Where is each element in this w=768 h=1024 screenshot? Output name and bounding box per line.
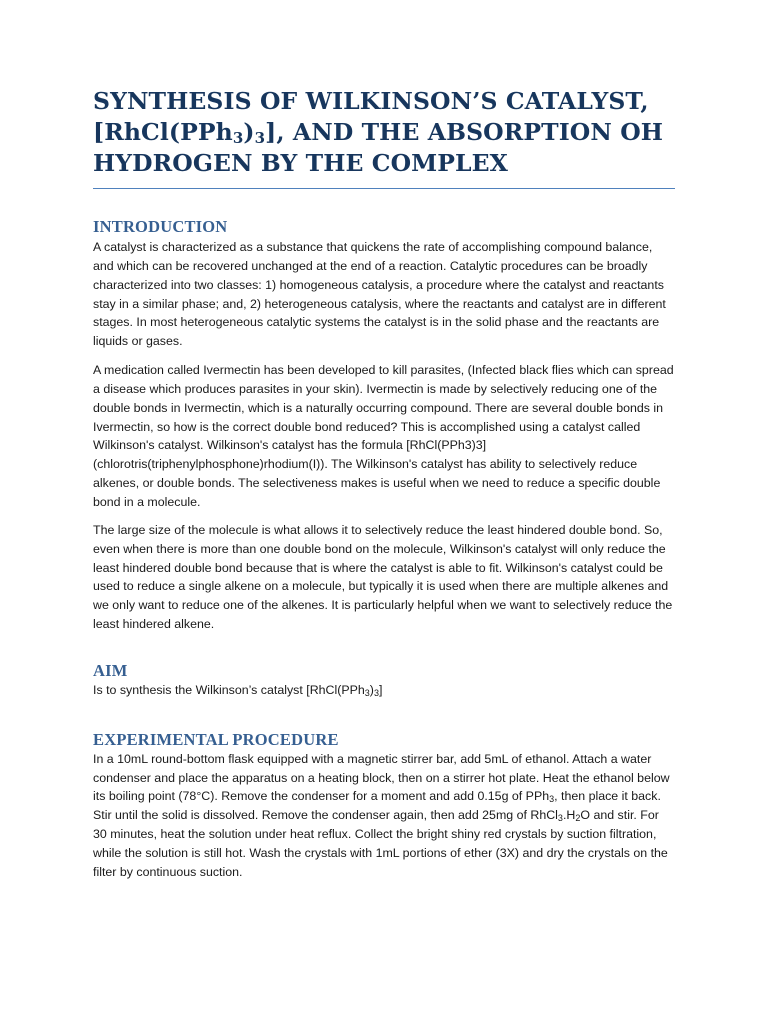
title-line-3: HYDROGEN BY THE COMPLEX: [93, 149, 509, 177]
title-line-2-mid: ): [243, 118, 255, 146]
title-line-1: SYNTHESIS OF WILKINSON’S CATALYST,: [93, 87, 649, 115]
aim-text: ): [369, 682, 374, 697]
procedure-subscript: 2: [575, 813, 581, 824]
procedure-text: , then place it back. Stir until the solid is dissolved. Remove the condenser again, then add 25mg of RhCl: [93, 789, 661, 823]
introduction-paragraph-2: A medication called Ivermectin has been developed to kill parasites, (Infected black flies which can spread a disease which produces parasites in your skin). Ivermectin is made by selectively reducing one of the double bonds in Ivermectin, which is a naturally occurring compound. There are several double bonds in Ivermectin, so how is the correct double bond reduced? This is accomplished using a catalyst called Wilkinson's catalyst. Wilkinson's catalyst has the formula [RhCl(PPh3)3] (chlorotris(triphenylphosphone)rhodium(I)). The Wilkinson's catalyst has ability to selectively reduce alkenes, or double bonds. The selectiveness makes is useful when we need to reduce a specific double bond in a molecule.: [93, 363, 674, 509]
aim-paragraph: [93, 681, 676, 700]
introduction-paragraph-3: The large size of the molecule is what allows it to selectively reduce the least hindered double bond. So, even when there is more than one double bond on the molecule, Wilkinson's catalyst will only reduce the least hindered double bond because that is where the catalyst is able to fit. Wilkinson's catalyst could be used to reduce a single alkene on a molecule, but typically it is used when there are multiple alkenes and we only want to reduce one of the alkenes. It is particularly helpful when we want to selectively reduce the least hindered alkene.: [93, 522, 673, 632]
experimental-procedure-heading: EXPERIMENTAL PROCEDURE: [93, 729, 339, 749]
procedure-text: O and stir. For 30 minutes, heat the solution under heat reflux. Collect the bright shiny red crystals by suction filtration, while the solution is still hot. Wash the crystals with 1mL portions of ether (3X) and dry the crystals on the filter by continuous suction.: [93, 808, 668, 879]
aim-subscript: 3: [364, 687, 370, 698]
procedure-subscript: 3: [549, 794, 555, 805]
procedure-subscript: 3: [557, 813, 563, 824]
title-line-2-post: ], AND THE ABSORPTION OH: [265, 118, 664, 146]
procedure-text: In a 10mL round-bottom flask equipped with a magnetic stirrer bar, add 5mL of ethanol. Attach a water condenser and place the apparatus on a heating block, then on a stirrer hot plate. Heat the ethanol below its boiling point (78°C). Remove the condenser for a moment and add 0.15g of PPh: [93, 751, 670, 804]
aim-subscript: 3: [373, 687, 379, 698]
experimental-procedure-paragraph: [93, 750, 676, 882]
aim-heading: AIM: [93, 660, 128, 680]
title-line-2-pre: [RhCl(PPh: [93, 118, 233, 146]
introduction-heading: INTRODUCTION: [93, 217, 228, 236]
aim-text: Is to synthesis the Wilkinson’s catalyst [RhCl(PPh: [93, 682, 365, 697]
title-subscript: 3: [254, 129, 266, 147]
procedure-text: .H: [562, 808, 576, 823]
aim-text: ]: [378, 682, 383, 697]
title-subscript: 3: [232, 129, 244, 147]
introduction-paragraph-1: A catalyst is characterized as a substance that quickens the rate of accomplishing compound balance, and which can be recovered unchanged at the end of a reaction. Catalytic procedures can be broadly characterized into two classes: 1) homogeneous catalysis, a procedure where the catalyst and reactants stay in a similar phase; and, 2) heterogeneous catalysis, where the reactants and catalyst are in different stages. In most heterogeneous catalytic systems the catalyst is in the solid phase and the reactants are liquids or gases.: [93, 240, 666, 349]
document-title: [93, 86, 675, 189]
